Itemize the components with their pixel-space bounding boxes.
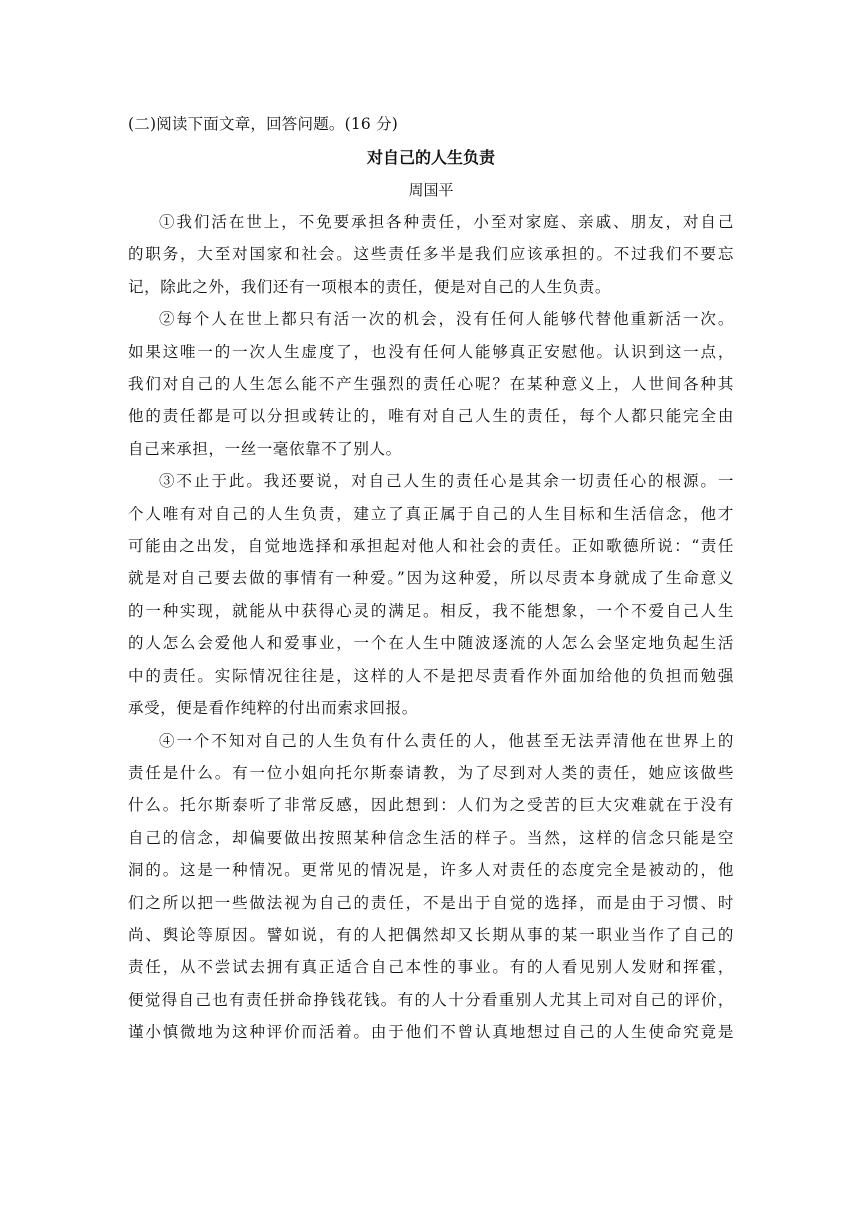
paragraph-line: ④一个不知对自己的人生负有什么责任的人，他甚至无法弄清他在世界上的 (159, 731, 734, 750)
paragraph-line: 就是对自己要去做的事情有一种爱。”因为这种爱，所以尽责本身就成了生命意义 (128, 569, 734, 588)
paragraph-line: 谨小慎微地为这种评价而活着。由于他们不曾认真地想过自己的人生使命究竟是 (128, 1023, 734, 1042)
paragraph-line: 的人怎么会爱他人和爱事业，一个在人生中随波逐流的人怎么会坚定地负起生活 (128, 634, 734, 653)
paragraph-line: 中的责任。实际情况往往是，这样的人不是把尽责看作外面加给他的负担而勉强 (128, 666, 734, 685)
paragraph-line: ②每个人在世上都只有活一次的机会，没有任何人能够代替他重新活一次。 (159, 310, 734, 329)
paragraph (128, 206, 734, 303)
paragraph-line: 个人唯有对自己的人生负责，建立了真正属于自己的人生目标和生活信念，他才 (128, 504, 734, 523)
paragraph (128, 303, 734, 465)
paragraph-line: 便觉得自己也有责任拼命挣钱花钱。有的人十分看重别人尤其上司对自己的评价， (128, 990, 734, 1009)
paragraph-line: 洞的。这是一种情况。更常见的情况是，许多人对责任的态度完全是被动的，他 (128, 861, 734, 880)
paragraph-line: 自己来承担，一丝一毫依靠不了别人。 (128, 439, 402, 458)
paragraph-line: 责任是什么。有一位小姐向托尔斯泰请教，为了尽到对人类的责任，她应该做些 (128, 763, 734, 782)
paragraph-line: 承受，便是看作纯粹的付出而索求回报。 (128, 699, 418, 718)
paragraph-line: 我们对自己的人生怎么能不产生强烈的责任心呢？在某种意义上，人世间各种其 (128, 375, 734, 394)
paragraph-line: 责任，从不尝试去拥有真正适合自己本性的事业。有的人看见别人发财和挥霍， (128, 958, 734, 977)
paragraph-line: 的职务，大至对国家和社会。这些责任多半是我们应该承担的。不过我们不要忘 (128, 245, 734, 264)
paragraph (128, 725, 734, 1049)
paragraph-line: 什么。托尔斯泰听了非常反感，因此想到：人们为之受苦的巨大灾难就在于没有 (128, 796, 734, 815)
section-heading: (二)阅读下面文章，回答问题。(16 分) (128, 115, 399, 133)
paragraph-line: ③不止于此。我还要说，对自己人生的责任心是其余一切责任心的根源。一 (159, 472, 734, 491)
paragraph-line: 记，除此之外，我们还有一项根本的责任，便是对自己的人生负责。 (128, 277, 612, 296)
document-page (128, 112, 734, 1049)
paragraph-line: 可能由之出发，自觉地选择和承担起对他人和社会的责任。正如歌德所说：“责任 (128, 537, 734, 556)
paragraph-line: 的一种实现，就能从中获得心灵的满足。相反，我不能想象，一个不爱自己人生 (128, 601, 734, 620)
article-title: 对自己的人生负责 (366, 148, 495, 167)
paragraph-line: 自己的信念，却偏要做出按照某种信念生活的样子。当然，这样的信念只能是空 (128, 828, 734, 847)
paragraph-line: 们之所以把一些做法视为自己的责任，不是出于自觉的选择，而是由于习惯、时 (128, 893, 734, 912)
paragraph-line: 他的责任都是可以分担或转让的，唯有对自己人生的责任，每个人都只能完全由 (128, 407, 734, 426)
paragraph (128, 465, 734, 724)
article-author: 周国平 (408, 181, 454, 199)
paragraph-line: 如果这唯一的一次人生虚度了，也没有任何人能够真正安慰他。认识到这一点， (128, 342, 734, 361)
paragraph-line: 尚、舆论等原因。譬如说，有的人把偶然却又长期从事的某一职业当作了自己的 (128, 925, 734, 944)
article-body (128, 206, 734, 1049)
paragraph-line: ①我们活在世上，不免要承担各种责任，小至对家庭、亲戚、朋友，对自己 (159, 213, 734, 231)
